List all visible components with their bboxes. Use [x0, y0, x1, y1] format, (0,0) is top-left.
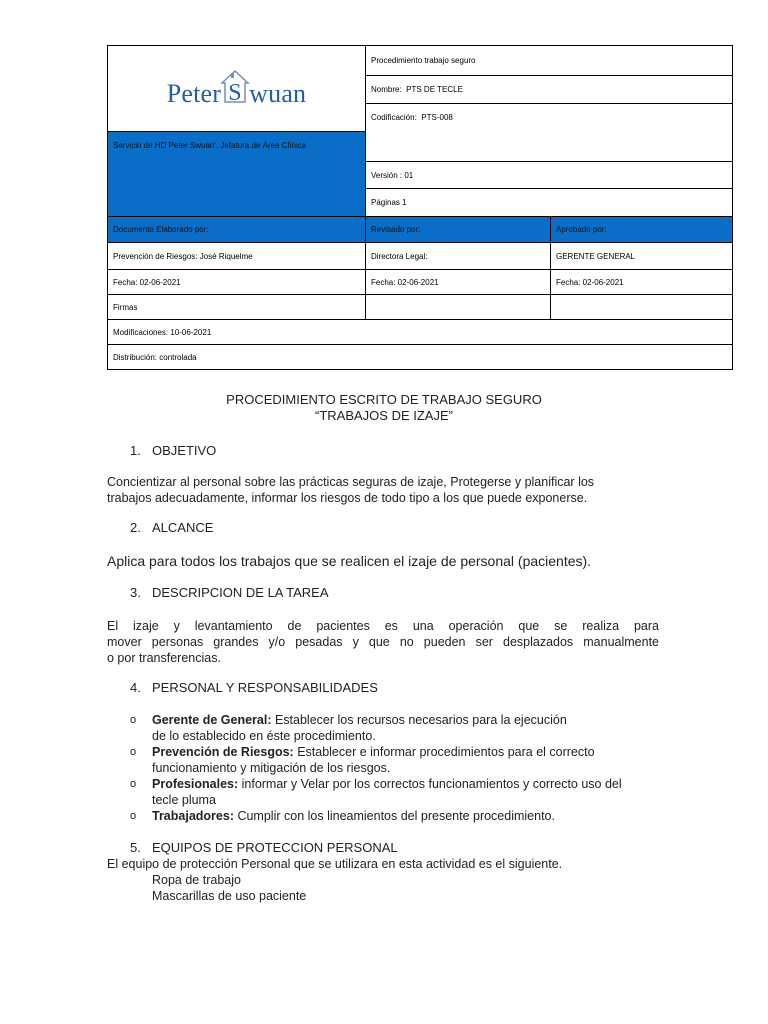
document-header-table	[107, 45, 733, 370]
section-heading-personal: 4. PERSONAL Y RESPONSABILIDADES	[130, 680, 378, 695]
elaborated-by: Prevención de Riesgos: José Riquelme	[108, 243, 366, 270]
section-heading-descripcion: 3. DESCRIPCION DE LA TAREA	[130, 585, 329, 600]
list-item: o Profesionales: informar y Velar por los correctos funcionamientos y correcto uso del tecle pluma	[130, 777, 622, 807]
distribution-cell: Distribución: controlada	[108, 345, 733, 370]
document-title: PROCEDIMIENTO ESCRITO DE TRABAJO SEGURO	[226, 392, 542, 407]
modifications-cell: Modificaciones: 10-06-2021	[108, 320, 733, 345]
objetivo-paragraph: Concientizar al personal sobre las prácticas seguras de izaje, Protegerse y planificar los trabajos adecuadamente, informar los riesgos de todo tipo a los que puede exponerse.	[107, 475, 595, 505]
section-heading-alcance: 2. ALCANCE	[130, 520, 214, 535]
house-s-icon	[220, 69, 250, 103]
document-subtitle: “TRABAJOS DE IZAJE”	[315, 408, 453, 423]
elaborated-header: Documento Elaborado por:	[108, 217, 366, 243]
alcance-paragraph: Aplica para todos los trabajos que se realicen el izaje de personal (pacientes).	[107, 553, 592, 569]
company-cell: Servicio de HD Peter Swuan', Jefatura de Área Clínica	[108, 132, 366, 217]
name-cell: Nombre: PTS DE TECLE	[366, 76, 733, 104]
logo-cell	[108, 46, 366, 132]
epp-paragraph: El equipo de protección Personal que se utilizara en esta actividad es el siguiente.	[107, 857, 563, 871]
date-elaborated: Fecha: 02-06-2021	[108, 270, 366, 295]
date-approved: Fecha: 02-06-2021	[551, 270, 733, 295]
code-cell: Codificación: PTS-008	[366, 104, 733, 162]
reviewed-header: Revisado por:	[366, 217, 551, 243]
list-item: o Trabajadores: Cumplir con los lineamientos del presente procedimiento.	[130, 809, 555, 823]
section-heading-objetivo: 1. OBJETIVO	[130, 443, 217, 458]
version-cell: Versión : 01	[366, 162, 733, 189]
descripcion-paragraph: El izaje y levantamiento de pacientes es una operación que se realiza para mover personas grandes y/o pesadas y que no pueden ser desplazados manualmente o por transferencias.	[107, 619, 659, 665]
signature-approved	[551, 295, 733, 320]
approved-by: GERENTE GENERAL	[551, 243, 733, 270]
reviewed-by: Directora Legal:	[366, 243, 551, 270]
epp-item-ropa: Ropa de trabajo	[152, 873, 241, 887]
pages-cell: Páginas 1	[366, 189, 733, 217]
approved-header: Aprobado por:	[551, 217, 733, 243]
date-reviewed: Fecha: 02-06-2021	[366, 270, 551, 295]
signature-reviewed	[366, 295, 551, 320]
signatures-label: Firmas	[108, 295, 366, 320]
section-heading-epp: 5. EQUIPOS DE PROTECCION PERSONAL	[130, 840, 398, 855]
list-item: o Prevención de Riesgos: Establecer e informar procedimientos para el correcto funcionamiento y mitigación de los riesgos.	[130, 745, 595, 775]
list-item: o Gerente de General: Establecer los recursos necesarios para la ejecución de lo establecido en éste procedimiento.	[130, 713, 567, 743]
epp-item-mascarillas: Mascarillas de uso paciente	[152, 889, 307, 903]
peterswuan-logo: Peter S wuan	[167, 69, 307, 109]
svg-text:S: S	[228, 79, 242, 103]
procedure-name-cell: Procedimiento trabajo seguro	[366, 46, 733, 76]
